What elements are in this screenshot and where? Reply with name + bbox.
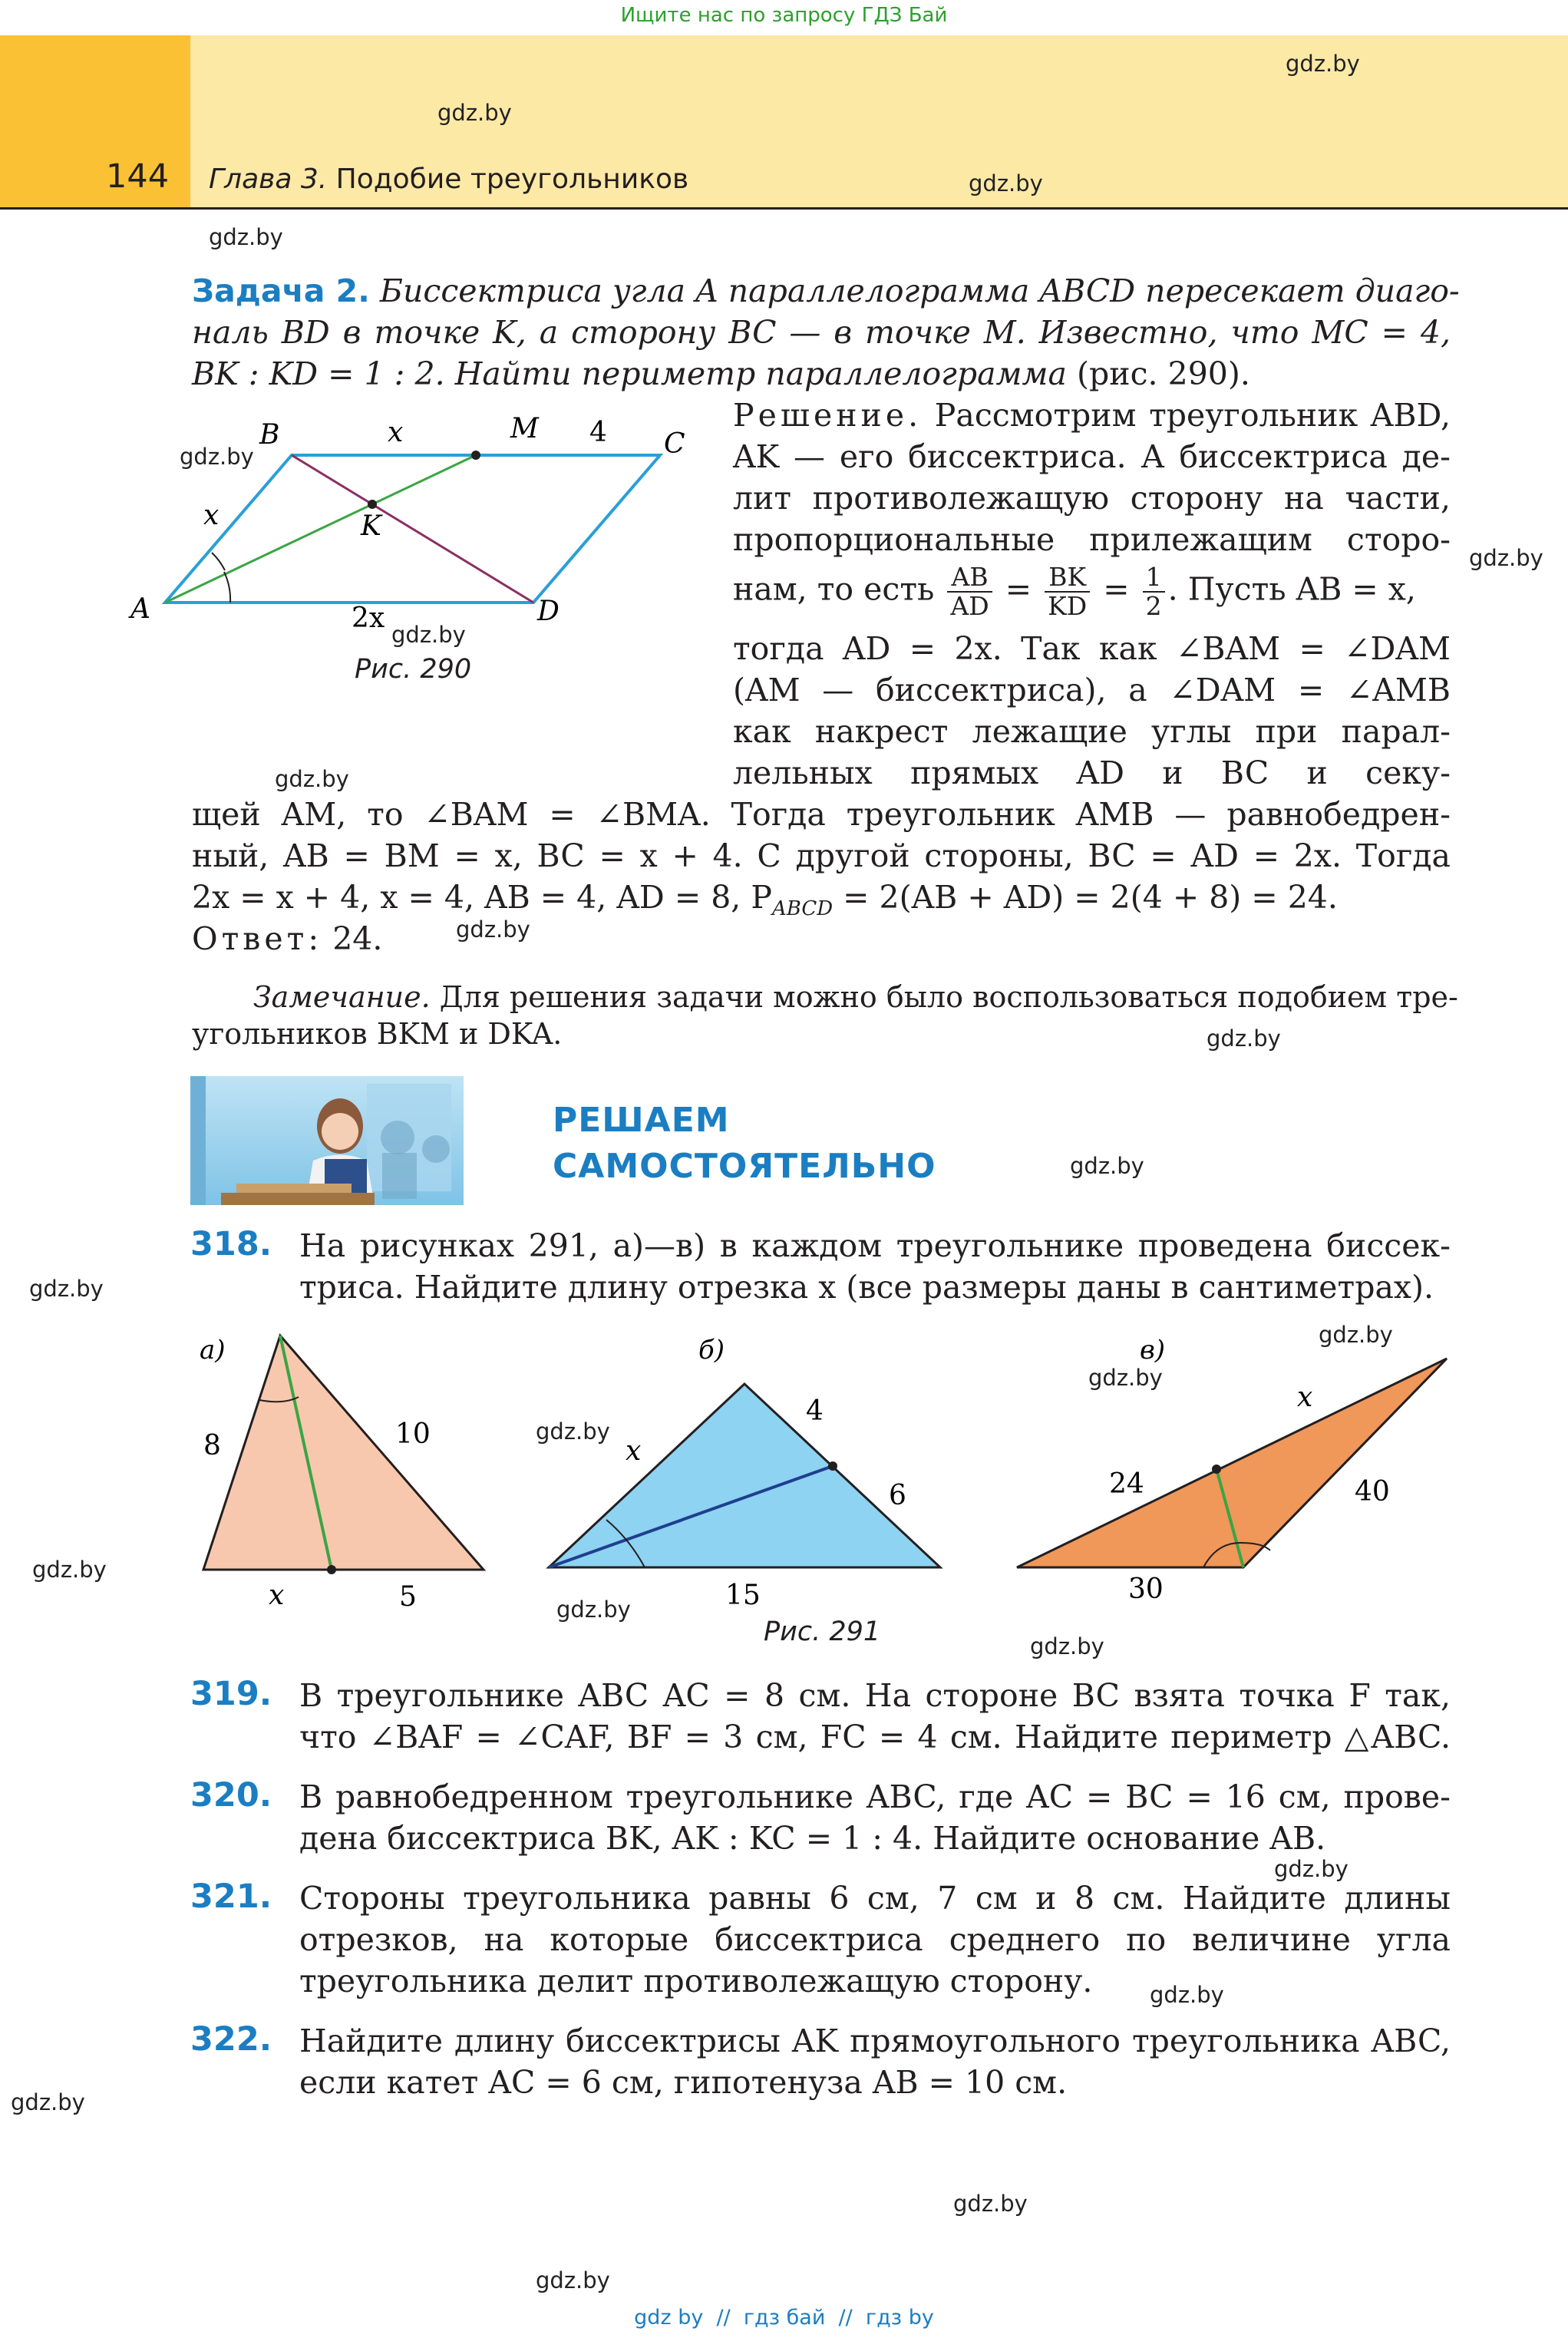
solution-text: Рассмотрим треугольник ABD, [934, 397, 1451, 434]
fraction-bk-kd: $\frac{BK}{KD}$ [1045, 563, 1090, 620]
exercise-text: Найдите длину биссектрисы AK прямоугольного треугольника ABC, [299, 2023, 1451, 2059]
chapter-heading [209, 163, 688, 195]
solution-line-7: (AM — биссектриса), а ∠DAM = ∠AMB [733, 672, 1451, 708]
label-b: б) [698, 1335, 725, 1365]
task-ref: (рис. 290). [1077, 355, 1250, 392]
point-k [368, 500, 377, 509]
solution-line-1 [733, 395, 1451, 436]
exercise-text: триса. Найдите длину отрезка x (все размеры даны в сантиметрах). [299, 1269, 1434, 1306]
answer-word: Ответ: [192, 920, 323, 957]
watermark: gdz.by [32, 1557, 107, 1583]
watermark: gdz.by [391, 622, 466, 648]
figure-291-caption: Рис. 291 [764, 1616, 881, 1647]
task-line-3 [192, 353, 1250, 395]
watermark: gdz.by [536, 1418, 610, 1445]
exercise-number: 318. [190, 1225, 272, 1263]
watermark: gdz.by [536, 2267, 610, 2293]
label-c: в) [1140, 1335, 1166, 1365]
side-40: 40 [1355, 1476, 1390, 1507]
side-30: 30 [1128, 1574, 1164, 1605]
label-d: D [537, 596, 560, 627]
watermark: gdz.by [209, 224, 283, 250]
watermark: gdz.by [953, 2191, 1028, 2217]
side-10: 10 [395, 1418, 431, 1450]
side-15: 15 [725, 1580, 761, 1611]
segment-4: 4 [806, 1395, 824, 1427]
watermark: gdz.by [456, 916, 530, 943]
side-8: 8 [203, 1430, 221, 1461]
top-banner[interactable]: Ищите нас по запросу ГДЗ Бай [620, 4, 948, 27]
angle-arc [224, 572, 230, 603]
label-x-left: x [203, 500, 220, 531]
watermark: gdz.by [1319, 1322, 1393, 1348]
watermark: gdz.by [1286, 51, 1360, 77]
remark-label: Замечание. [253, 980, 431, 1014]
solution-line-5: нам, то есть $\frac{AB}{AD}$ = $\frac{BK}{KD}$ = $\frac{1}{2}$ . Пусть AB = x, [733, 562, 1416, 621]
exercise-number: 322. [190, 2020, 272, 2059]
segment-6: 6 [889, 1480, 906, 1511]
bisector-foot [327, 1565, 336, 1574]
exercise-text: В треугольнике ABC AC = 8 см. На стороне BC взята точка F так, [299, 1677, 1451, 1714]
watermark: gdz.by [556, 1597, 631, 1623]
point-m [471, 451, 480, 460]
answer-value: 24. [332, 920, 383, 957]
figure-290 [123, 407, 706, 660]
watermark: gdz.by [1030, 1633, 1104, 1659]
triangle-a [203, 1336, 484, 1570]
diagonal-bd [292, 455, 533, 603]
exercise-text: На рисунках 291, а)—в) в каждом треугольнике проведена биссек- [299, 1227, 1451, 1264]
solution-line-9: лельных прямых AD и BC и секу- [733, 755, 1451, 791]
figure-291-b [537, 1320, 967, 1612]
header-rule [0, 207, 1568, 210]
fraction-one-half: $\frac{1}{2}$ [1143, 563, 1165, 620]
figure-291-c [1005, 1320, 1466, 1612]
exercise-number: 320. [190, 1776, 272, 1815]
remark-text: Для решения задачи можно было воспользоваться подобием тре- [439, 980, 1458, 1014]
label-two-x: 2x [352, 603, 385, 634]
segment-24: 24 [1109, 1468, 1144, 1500]
solution-line-10: щей AM, то ∠BAM = ∠BMA. Тогда треугольник AMB — равнобедрен- [192, 796, 1451, 833]
exercise-text: отрезков, на которые биссектриса среднего по величине угла [299, 1921, 1451, 1958]
section-illustration [190, 1076, 464, 1205]
exercise-number: 319. [190, 1675, 272, 1713]
answer [192, 918, 382, 959]
figure-291-a [184, 1320, 507, 1612]
watermark: gdz.by [1070, 1153, 1144, 1179]
solution-text: нам, то есть [733, 570, 935, 608]
solution-line-11: ный, AB = BM = x, BC = x + 4. С другой стороны, BC = AD = 2x. Тогда [192, 837, 1451, 874]
task-line-2: наль BD в точке K, а сторону BC — в точке M. Известно, что MC = 4, [192, 314, 1451, 351]
label-four: 4 [589, 417, 607, 448]
task-text: Биссектриса угла A параллелограмма ABCD пересекает диаго- [379, 272, 1460, 309]
watermark: gdz.by [1150, 1982, 1224, 2008]
footer-links[interactable]: gdz by // гдз бай // гдз by [634, 2306, 934, 2330]
exercise-text: если катет AC = 6 см, гипотенуза AB = 10 см. [299, 2064, 1068, 2101]
remark-line-2: угольников BKM и DKA. [192, 1017, 563, 1051]
section-title: РЕШАЕМ САМОСТОЯТЕЛЬНО [553, 1101, 936, 1186]
angle-arc [212, 553, 225, 570]
segment-x: x [269, 1580, 285, 1611]
watermark: gdz.by [11, 2089, 85, 2115]
chapter-label: Глава 3. [209, 163, 328, 195]
watermark: gdz.by [1207, 1025, 1281, 1052]
bisector-foot [1212, 1465, 1221, 1474]
label-k: K [361, 510, 381, 542]
triangle-b [549, 1384, 940, 1567]
watermark: gdz.by [180, 444, 254, 470]
exercise-number: 321. [190, 1877, 272, 1916]
solution-text: . Пусть AB = x, [1167, 570, 1416, 608]
label-x-top: x [388, 417, 404, 448]
solution-line-12: 2x = x + 4, x = 4, AB = 4, AD = 8, $P_{ABCD} = 2(AB + AD) = 2(4 + 8) = 24$. [192, 879, 1338, 921]
solution-word: Решение. [733, 397, 923, 434]
label-m: M [510, 413, 539, 444]
remark-line-1 [253, 976, 1458, 1018]
watermark: gdz.by [275, 766, 349, 792]
solution-line-3: лит противолежащую сторону на части, [733, 480, 1451, 517]
label-c: C [664, 428, 685, 460]
exercise-text: дена биссектриса BK, AK : KC = 1 : 4. Найдите основание AB. [299, 1820, 1326, 1857]
watermark: gdz.by [1274, 1856, 1348, 1882]
solution-line-6: тогда AD = 2x. Так как ∠BAM = ∠DAM [733, 630, 1451, 667]
watermark: gdz.by [1469, 545, 1543, 571]
figure-290-caption: Рис. 290 [355, 654, 472, 685]
task-title: Задача 2. [192, 272, 370, 309]
exercise-text: В равнобедренном треугольнике ABC, где AC = BC = 16 см, прове- [299, 1778, 1451, 1815]
segment-x: x [626, 1435, 642, 1467]
label-b: B [259, 419, 280, 451]
label-a: A [130, 593, 150, 625]
exercise-text: что ∠BAF = ∠CAF, BF = 3 см, FC = 4 см. Найдите периметр △ABC. [299, 1719, 1451, 1755]
segment-5: 5 [399, 1581, 417, 1612]
bisector-foot [828, 1461, 837, 1471]
solution-line-4: пропорциональные прилежащим сторо- [733, 521, 1451, 558]
solution-line-2: AK — его биссектриса. А биссектриса де- [733, 438, 1451, 475]
fraction-ab-ad: $\frac{AB}{AD}$ [947, 563, 992, 620]
exercise-text: треугольника делит противолежащую сторону. [299, 1963, 1093, 2000]
solution-line-8: как накрест лежащие углы при парал- [733, 713, 1451, 750]
watermark: gdz.by [29, 1276, 104, 1302]
chapter-title: Подобие треугольников [335, 163, 689, 195]
triangle-c [1017, 1359, 1447, 1567]
exercise-text: Стороны треугольника равны 6 см, 7 см и 8 см. Найдите длины [299, 1880, 1451, 1917]
label-a: а) [200, 1335, 226, 1365]
task-line-1 [192, 270, 1460, 312]
task-text: BK : KD = 1 : 2. Найти периметр параллелограмма [192, 355, 1067, 392]
watermark: gdz.by [437, 100, 512, 126]
page-number: 144 [106, 157, 170, 196]
segment-x: x [1297, 1382, 1313, 1413]
watermark: gdz.by [1088, 1365, 1163, 1391]
watermark: gdz.by [969, 170, 1043, 196]
